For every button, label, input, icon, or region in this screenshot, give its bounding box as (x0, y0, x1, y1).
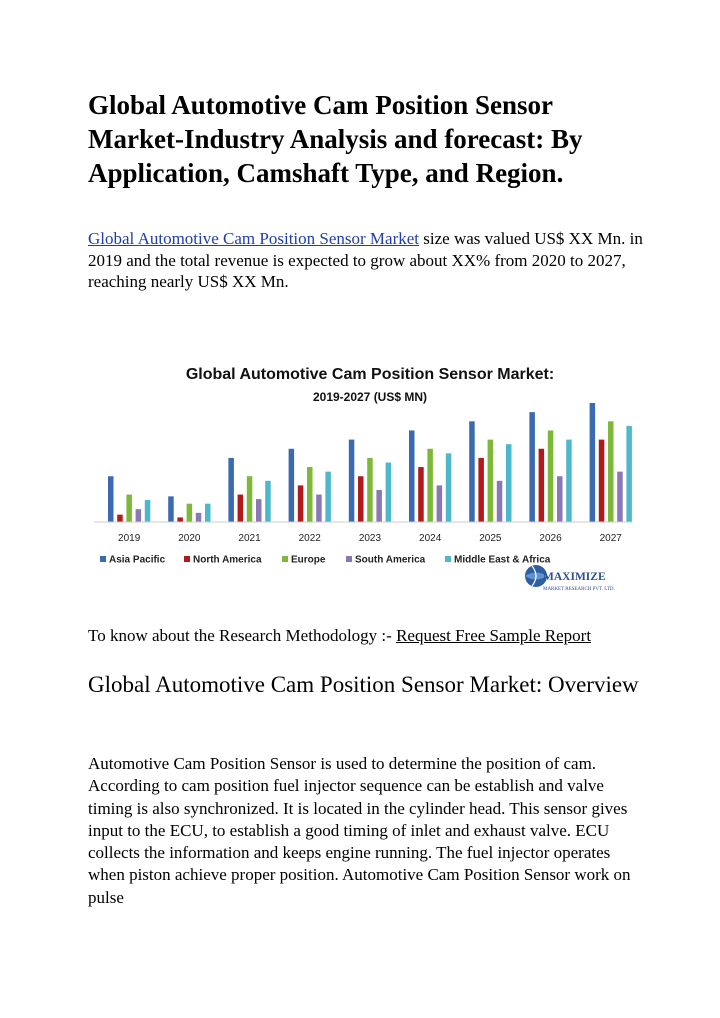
bar-2025-north-america (478, 458, 484, 522)
chart-subtitle: 2019-2027 (US$ MN) (312, 390, 428, 404)
intro-paragraph (88, 228, 648, 293)
document-title: Global Automotive Cam Position Sensor Market-Industry Analysis and forecast: By Application, Camshaft Type, and Region. (88, 90, 583, 188)
bar-2024-middle-east-africa (446, 453, 452, 522)
x-tick-label: 2023 (358, 533, 382, 544)
bar-2026-south-america (557, 476, 563, 522)
bar-2022-south-america (316, 495, 322, 522)
bar-2024-north-america (418, 467, 424, 522)
market-bar-chart (88, 348, 648, 608)
legend-swatch (100, 556, 106, 562)
x-tick-label: 2024 (419, 533, 442, 544)
x-tick-label: 2019 (118, 533, 141, 544)
maximize-logo (525, 565, 615, 592)
bar-2019-north-america (117, 515, 123, 522)
chart-bars (108, 403, 632, 522)
intro-text: size was valued US$ XX Mn. in 2019 and the total revenue is expected to grow about XX% from 2020 to 2027, reaching nearly US$ XX Mn. (88, 229, 643, 291)
market-report-link[interactable]: Global Automotive Cam Position Sensor Market (88, 229, 420, 248)
bar-2019-asia-pacific (108, 476, 114, 522)
bar-2020-north-america (177, 517, 183, 522)
logo-tagline: MARKET RESEARCH PVT. LTD. (543, 587, 615, 592)
legend-swatch (346, 556, 352, 562)
market-chart-figure (88, 348, 648, 608)
bar-2020-europe (187, 504, 193, 522)
bar-2027-middle-east-africa (626, 426, 632, 522)
bar-2025-europe (488, 440, 494, 522)
bar-2025-middle-east-africa (506, 444, 512, 522)
x-tick-label: 2026 (539, 533, 562, 544)
x-tick-label: 2025 (479, 533, 502, 544)
bar-2021-europe (247, 476, 253, 522)
x-tick-label: 2022 (298, 533, 321, 544)
bar-2026-europe (548, 430, 554, 522)
bar-2022-middle-east-africa (325, 472, 331, 522)
bar-2024-europe (427, 449, 433, 522)
bar-2025-asia-pacific (469, 421, 475, 522)
legend-label: Asia Pacific (109, 554, 166, 566)
bar-2020-asia-pacific (168, 496, 174, 522)
methodology-prefix: To know about the Research Methodology :- (88, 626, 397, 645)
legend-label: South America (355, 554, 426, 566)
x-tick-label: 2027 (599, 533, 622, 544)
bar-2021-asia-pacific (228, 458, 234, 522)
bar-2023-middle-east-africa (386, 463, 392, 523)
bar-2027-north-america (599, 440, 605, 522)
request-sample-link[interactable]: Request Free Sample Report (396, 626, 592, 645)
bar-2019-south-america (136, 509, 142, 522)
legend-label: Europe (291, 554, 326, 566)
bar-2021-south-america (256, 499, 262, 522)
overview-heading: Global Automotive Cam Position Sensor Market: Overview (88, 672, 639, 697)
bar-2019-europe (126, 495, 131, 522)
legend-label: Middle East & Africa (454, 554, 551, 566)
bar-2020-south-america (196, 513, 202, 522)
x-tick-labels (118, 533, 622, 544)
bar-2021-middle-east-africa (265, 481, 271, 522)
legend-label: North America (193, 554, 262, 566)
bar-2024-south-america (437, 485, 443, 522)
legend-swatch (184, 556, 190, 562)
legend-swatch (445, 556, 451, 562)
chart-title: Global Automotive Cam Position Sensor Market: (185, 366, 555, 383)
bar-2022-europe (307, 467, 313, 522)
bar-2025-south-america (497, 481, 503, 522)
bar-2019-middle-east-africa (145, 500, 151, 522)
bar-2027-europe (608, 421, 614, 522)
bar-2027-south-america (617, 472, 623, 522)
bar-2026-asia-pacific (529, 412, 535, 522)
chart-legend (100, 555, 551, 566)
logo-name: MAXIMIZE (543, 571, 606, 583)
bar-2026-north-america (539, 449, 545, 522)
bar-2021-north-america (238, 495, 244, 522)
bar-2026-middle-east-africa (566, 440, 572, 522)
methodology-line (88, 626, 648, 646)
bar-2024-asia-pacific (409, 430, 415, 522)
legend-swatch (282, 556, 288, 562)
bar-2027-asia-pacific (590, 403, 596, 522)
bar-2023-north-america (358, 476, 364, 522)
bar-2023-south-america (376, 490, 382, 522)
bar-2020-middle-east-africa (205, 504, 211, 522)
bar-2022-asia-pacific (289, 449, 295, 522)
bar-2022-north-america (298, 485, 304, 522)
bar-2023-asia-pacific (349, 440, 355, 522)
x-tick-label: 2021 (238, 533, 261, 544)
x-tick-label: 2020 (178, 533, 201, 544)
overview-paragraph: Automotive Cam Position Sensor is used to determine the position of cam. According to cam position fuel injector sequence can be establish and valve timing is also synchronized. It is located in the cylinder head. This sensor gives input to the ECU, to establish a good timing of inlet and exhaust valve. ECU collects the information and keeps engine running. The fuel injector operates when piston achieve proper position. Automotive Cam Position Sensor work on pulse (88, 754, 631, 907)
bar-2023-europe (367, 458, 373, 522)
